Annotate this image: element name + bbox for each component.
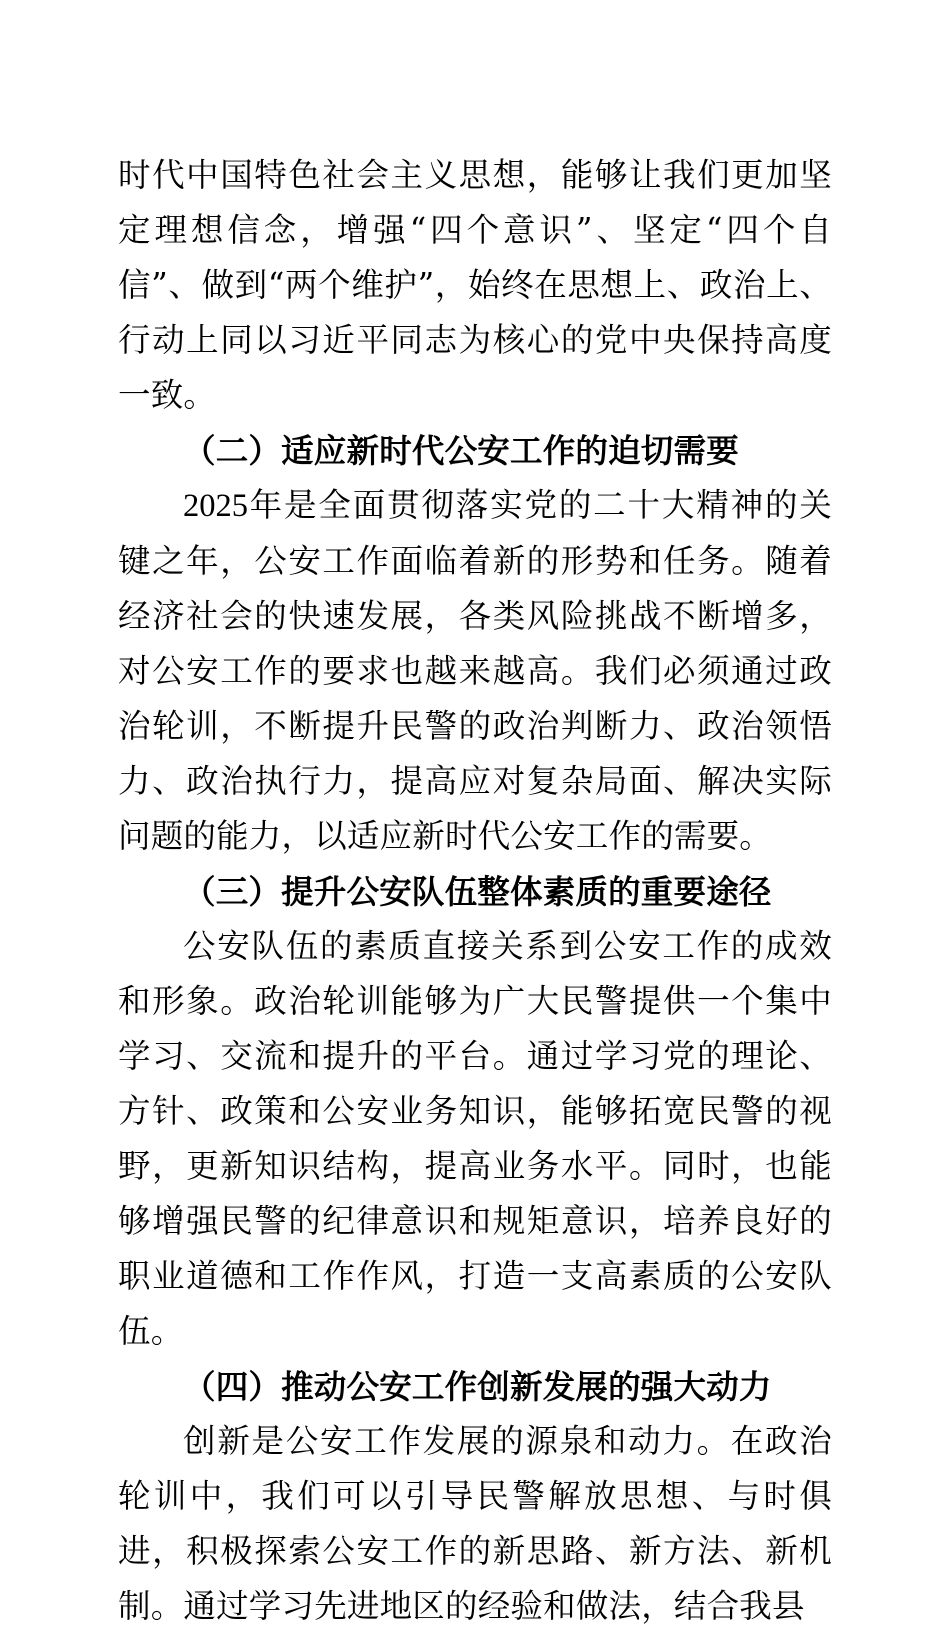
paragraph-section-three: 公安队伍的素质直接关系到公安工作的成效和形象。政治轮训能够为广大民警提供一个集中学习、交流和提升的平台。通过学习党的理论、方针、政策和公安业务知识，能够拓宽民警的视野，更新知识结构，提高业务水平。同时，也能够增强民警的纪律意识和规矩意识，培养良好的职业道德和工作作风，打造一支高素质的公安队伍。 bbox=[118, 927, 832, 1350]
page-number bbox=[118, 1252, 832, 1292]
page-body bbox=[118, 148, 832, 1634]
year-2025: 2025 bbox=[183, 488, 248, 524]
paragraph-section-two-text: 年是全面贯彻落实党的二十大精神的关键之年，公安工作面临着新的形势和任务。随着经济社会的快速发展，各类风险挑战不断增多，对公安工作的要求也越来越高。我们必须通过政治轮训，不断提升民警的政治判断力、政治领悟力、政治执行力，提高应对复杂局面、解决实际问题的能力，以适应新时代公安工作的需要。 bbox=[118, 486, 832, 855]
heading-section-four: （四）推动公安工作创新发展的强大动力 bbox=[183, 1367, 772, 1406]
paragraph-section-four: 创新是公安工作发展的源泉和动力。在政治轮训中，我们可以引导民警解放思想、与时俱进，积极探索公安工作的新思路、新方法、新机制。通过学习先进地区的经验和做法，结合我县 bbox=[118, 1422, 832, 1625]
paragraph-section-two bbox=[118, 478, 832, 864]
heading-section-two: （二）适应新时代公安工作的迫切需要 bbox=[183, 431, 739, 470]
heading-section-three: （三）提升公安队伍整体素质的重要途径 bbox=[183, 872, 772, 911]
paragraph-continued: 时代中国特色社会主义思想，能够让我们更加坚定理想信念，增强“四个意识”、坚定“四个自信”、做到“两个维护”，始终在思想上、政治上、行动上同以习近平同志为核心的党中央保持高度一致。 bbox=[118, 156, 832, 414]
